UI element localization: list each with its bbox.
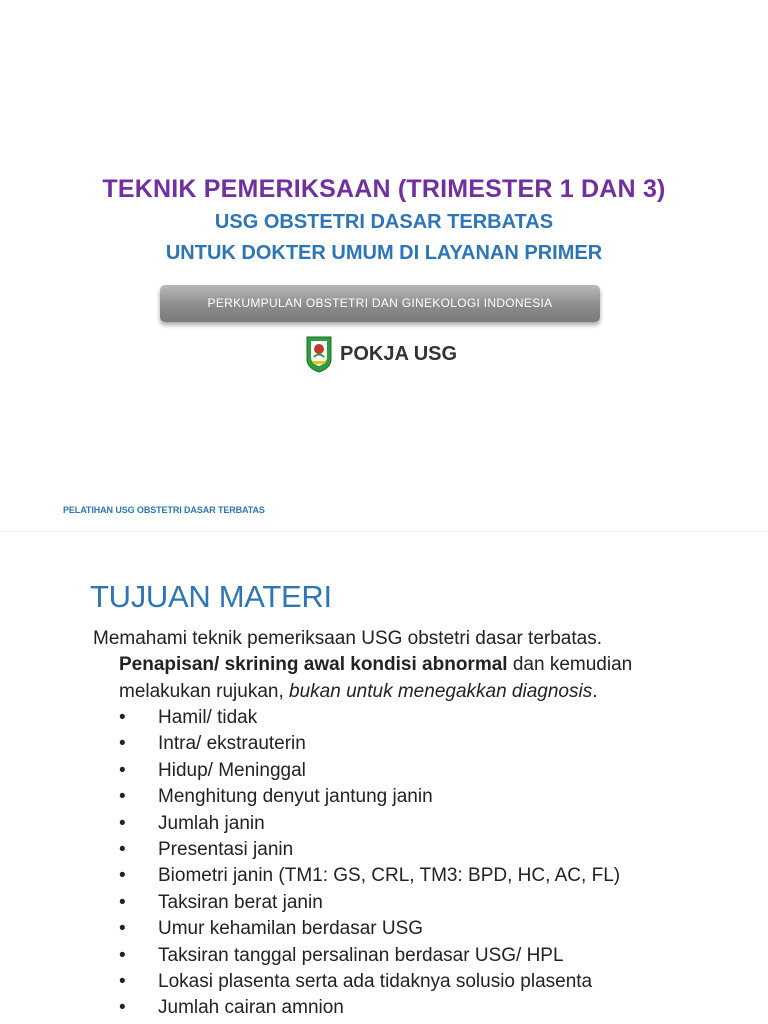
pokja-group (304, 334, 457, 374)
bullet-icon: • (119, 918, 126, 940)
bullet-icon: • (119, 838, 126, 860)
organization-banner: PERKUMPULAN OBSTETRI DAN GINEKOLOGI INDONESIA (160, 285, 600, 322)
objectives-heading: TUJUAN MATERI (90, 579, 332, 614)
objectives-plain-text: dan kemudian melakukan rujukan, (119, 654, 633, 702)
list-item: • Hidup/ Meninggal (119, 758, 620, 784)
cover-subtitle-line2: UNTUK DOKTER UMUM DI LAYANAN PRIMER (165, 242, 603, 264)
objectives-paragraph (119, 651, 679, 705)
list-item: • Jumlah cairan amnion (119, 995, 620, 1021)
list-item: • Hamil/ tidak (119, 705, 620, 731)
objectives-list (119, 705, 620, 1022)
list-item: • Menghitung denyut jantung janin (119, 784, 620, 810)
cover-title: TEKNIK PEMERIKSAAN (TRIMESTER 1 DAN 3) (102, 175, 666, 203)
bullet-icon: • (119, 970, 126, 992)
bullet-icon: • (119, 944, 126, 966)
objectives-intro: Memahami teknik pemeriksaan USG obstetri dasar terbatas. (93, 628, 602, 649)
cover-subtitle-line1: USG OBSTETRI DASAR TERBATAS (214, 211, 554, 233)
slide-divider (0, 531, 768, 532)
pogi-logo-icon (304, 335, 334, 373)
list-item: • Taksiran tanggal persalinan berdasar USG/ HPL (119, 943, 620, 969)
list-item: • Lokasi plasenta serta ada tidaknya solusio plasenta (119, 969, 620, 995)
bullet-icon: • (119, 865, 126, 887)
objectives-bold-text: Penapisan/ skrining awal kondisi abnormal (119, 654, 508, 675)
pokja-label: POKJA USG (340, 342, 458, 365)
bullet-icon: • (119, 891, 126, 913)
list-item: • Presentasi janin (119, 837, 620, 863)
bullet-icon: • (119, 997, 126, 1019)
bullet-icon: • (119, 707, 126, 728)
bullet-icon: • (119, 812, 126, 834)
list-item: • Biometri janin (TM1: GS, CRL, TM3: BPD, HC, AC, FL) (119, 863, 620, 889)
list-item: • Umur kehamilan berdasar USG (119, 916, 620, 942)
bullet-icon: • (119, 786, 126, 808)
bullet-icon: • (119, 733, 126, 755)
list-item: • Jumlah janin (119, 811, 620, 837)
objectives-italic-text: bukan untuk menegakkan diagnosis (289, 681, 593, 702)
slide-footer: PELATIHAN USG OBSTETRI DASAR TERBATAS (63, 505, 265, 515)
list-item: • Intra/ ekstrauterin (119, 731, 620, 757)
bullet-icon: • (119, 759, 126, 781)
list-item: • Taksiran berat janin (119, 890, 620, 916)
objectives-end-text: . (592, 681, 598, 702)
